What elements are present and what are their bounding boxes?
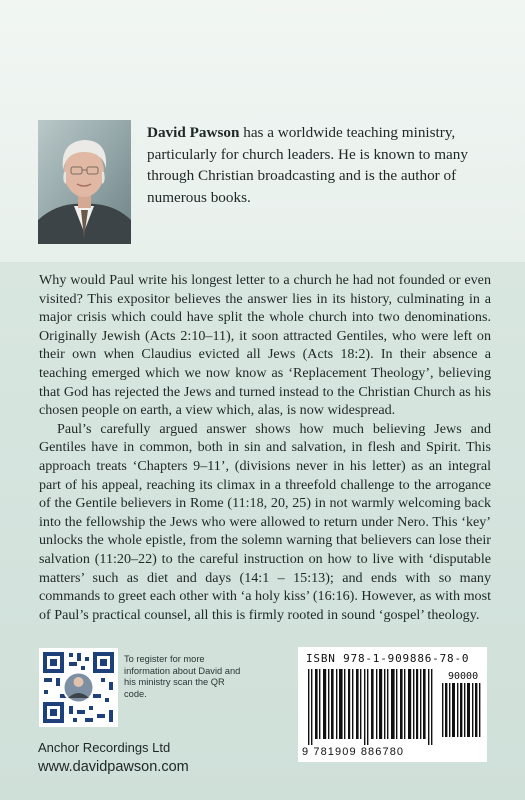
price-barcode-icon [441,683,481,737]
isbn-barcode [298,647,487,762]
publisher-name: Anchor Recordings Ltd [38,740,171,755]
qr-register-text: To register for more information about David and his ministry scan the QR code. [124,654,241,699]
website-link[interactable]: www.davidpawson.com [38,759,189,775]
author-bio-text: has a worldwide teaching ministry, particularly for church leaders. He is known to many through Christian broadcasting and is the author of numerous books. [147,124,468,206]
barcode-digits: 9 781909 886780 [302,746,405,758]
author-photo [38,120,131,244]
author-name: David Pawson [147,124,240,141]
qr-code-icon[interactable] [39,648,118,727]
author-bio [147,122,497,208]
book-blurb [39,271,491,624]
barcode-icon [306,669,436,745]
price-code: 90000 [448,671,479,682]
blurb-paragraph-2: Paul’s carefully argued answer shows how much believing Jews and Gentiles have in common, both in sin and salvation, in flesh and Spirit. This approach treats ‘Chapters 9–11’, (divisions never in his letter) as an integral part of his appeal, reaching its climax in a threefold challenge to the arrogance of the Gentile believers in Rome (11:18, 20, 25) in not warmly welcoming back into the fellowship the Jews who were allowed to return under Nero. This ‘key’ unlocks the whole epistle, from the solemn warning that believers can lose their salvation (11:20–22) to the careful instruction on how to live with ‘disputable matters’ such as diet and days (14:1 – 15:13); and ends with so many commands to greet each other with ‘a holy kiss’ (16:16). However, as with most of Paul’s practical counsel, all this is firmly rooted in sound ‘gospel’ theology. [39,420,491,623]
blurb-paragraph-1: Why would Paul write his longest letter to a church he had not founded or even visited? This expositor believes the answer lies in its history, culminating in a major crisis which could have split the whole church into two denominations. Originally Jewish (Acts 2:10–11), it soon attracted Gentiles, who were left on their own when Claudius evicted all Jews (Acts 18:2). In their absence a teaching emerged which we now know as ‘Replacement Theology’, believing that God has rejected the Jews and turned instead to the Christian Church as his chosen people on earth, a view which, alas, is now widespread. [39,272,491,419]
isbn-label: ISBN 978-1-909886-78-0 [306,652,470,665]
